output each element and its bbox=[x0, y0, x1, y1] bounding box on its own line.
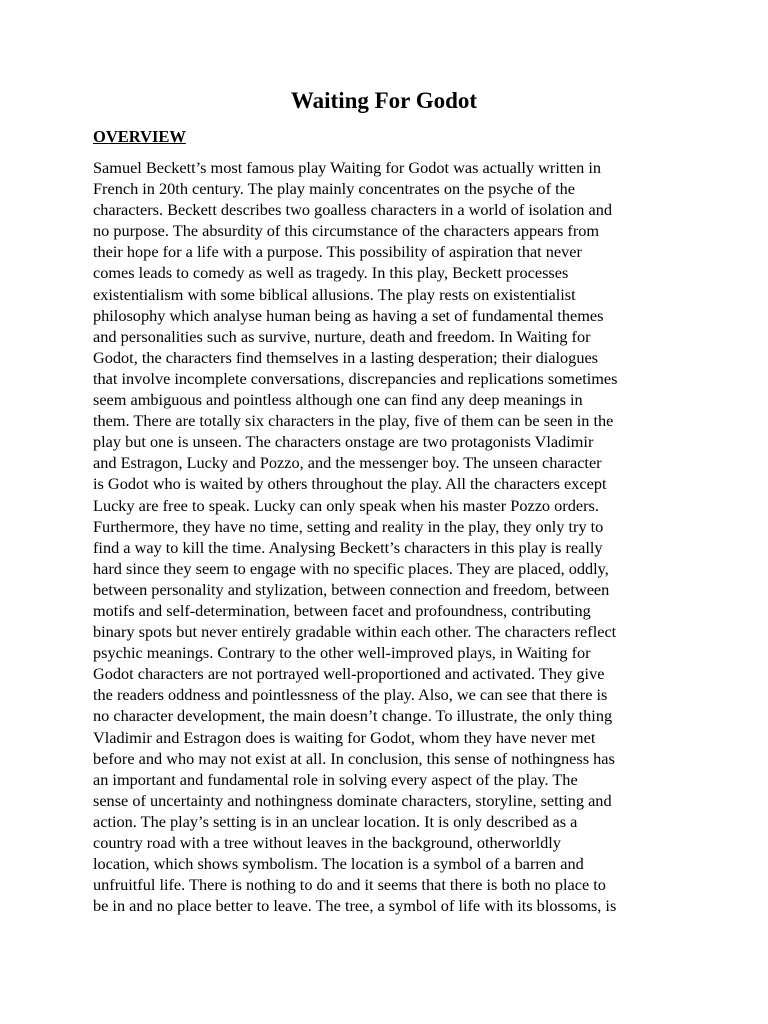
text-line: find a way to kill the time. Analysing Beckett’s characters in this play is really bbox=[93, 537, 603, 557]
text-line: characters. Beckett describes two goalless characters in a world of isolation and bbox=[93, 200, 612, 220]
text-line: play but one is unseen. The characters onstage are two protagonists Vladimir bbox=[93, 432, 594, 452]
text-line: sense of uncertainty and nothingness dominate characters, storyline, setting and bbox=[93, 790, 612, 810]
text-line: is Godot who is waited by others throughout the play. All the characters except bbox=[93, 474, 607, 494]
text-line: between personality and stylization, between connection and freedom, between bbox=[93, 579, 610, 599]
text-line: Lucky are free to speak. Lucky can only speak when his master Pozzo orders. bbox=[93, 495, 599, 515]
text-line: no purpose. The absurdity of this circumstance of the characters appears from bbox=[93, 221, 600, 241]
text-line: Samuel Beckett’s most famous play Waiting for Godot was actually written in bbox=[93, 158, 601, 177]
text-line: comes leads to comedy as well as tragedy. In this play, Beckett processes bbox=[93, 263, 569, 283]
text-line: that involve incomplete conversations, discrepancies and replications sometimes bbox=[93, 368, 618, 388]
text-line: an important and fundamental role in solving every aspect of the play. The bbox=[93, 769, 578, 789]
text-line: hard since they seem to engage with no specific places. They are placed, oddly, bbox=[93, 558, 609, 578]
text-line: and personalities such as survive, nurture, death and freedom. In Waiting for bbox=[93, 326, 591, 346]
text-line: Furthermore, they have no time, setting and reality in the play, they only try to bbox=[93, 516, 604, 536]
text-line: seem ambiguous and pointless although one can find any deep meanings in bbox=[93, 390, 583, 410]
text-line: the readers oddness and pointlessness of the play. Also, we can see that there is bbox=[93, 685, 608, 705]
text-line: location, which shows symbolism. The location is a symbol of a barren and bbox=[93, 854, 584, 874]
text-line: motifs and self-determination, between facet and profoundness, contributing bbox=[93, 600, 591, 620]
text-line: Vladimir and Estragon does is waiting for Godot, whom they have never met bbox=[93, 727, 596, 747]
text-line: binary spots but never entirely gradable within each other. The characters reflect bbox=[93, 622, 617, 642]
text-line: be in and no place better to leave. The tree, a symbol of life with its blossoms, is bbox=[93, 896, 617, 916]
text-line: unfruitful life. There is nothing to do and it seems that there is both no place to bbox=[93, 875, 606, 895]
text-line: action. The play’s setting is in an unclear location. It is only described as a bbox=[93, 811, 578, 831]
text-line: before and who may not exist at all. In conclusion, this sense of nothingness has bbox=[93, 748, 615, 768]
document-title: Waiting For Godot bbox=[290, 88, 478, 113]
section-heading-overview: OVERVIEW bbox=[93, 127, 186, 146]
text-line: French in 20th century. The play mainly concentrates on the psyche of the bbox=[93, 179, 575, 199]
text-line: psychic meanings. Contrary to the other well-improved plays, in Waiting for bbox=[93, 643, 591, 663]
text-line: existentialism with some biblical allusions. The play rests on existentialist bbox=[93, 284, 576, 304]
text-line: country road with a tree without leaves in the background, otherworldly bbox=[93, 833, 561, 852]
text-line: and Estragon, Lucky and Pozzo, and the messenger boy. The unseen character bbox=[93, 453, 602, 473]
text-line: Godot characters are not portrayed well-proportioned and activated. They give bbox=[93, 664, 605, 684]
text-line: no character development, the main doesn’t change. To illustrate, the only thing bbox=[93, 706, 613, 726]
text-line: philosophy which analyse human being as having a set of fundamental themes bbox=[93, 305, 604, 325]
text-line: them. There are totally six characters in the play, five of them can be seen in the bbox=[93, 411, 614, 431]
text-line: their hope for a life with a purpose. This possibility of aspiration that never bbox=[93, 242, 582, 262]
body-paragraph bbox=[93, 157, 683, 916]
text-line: Godot, the characters find themselves in a lasting desperation; their dialogues bbox=[93, 347, 599, 367]
